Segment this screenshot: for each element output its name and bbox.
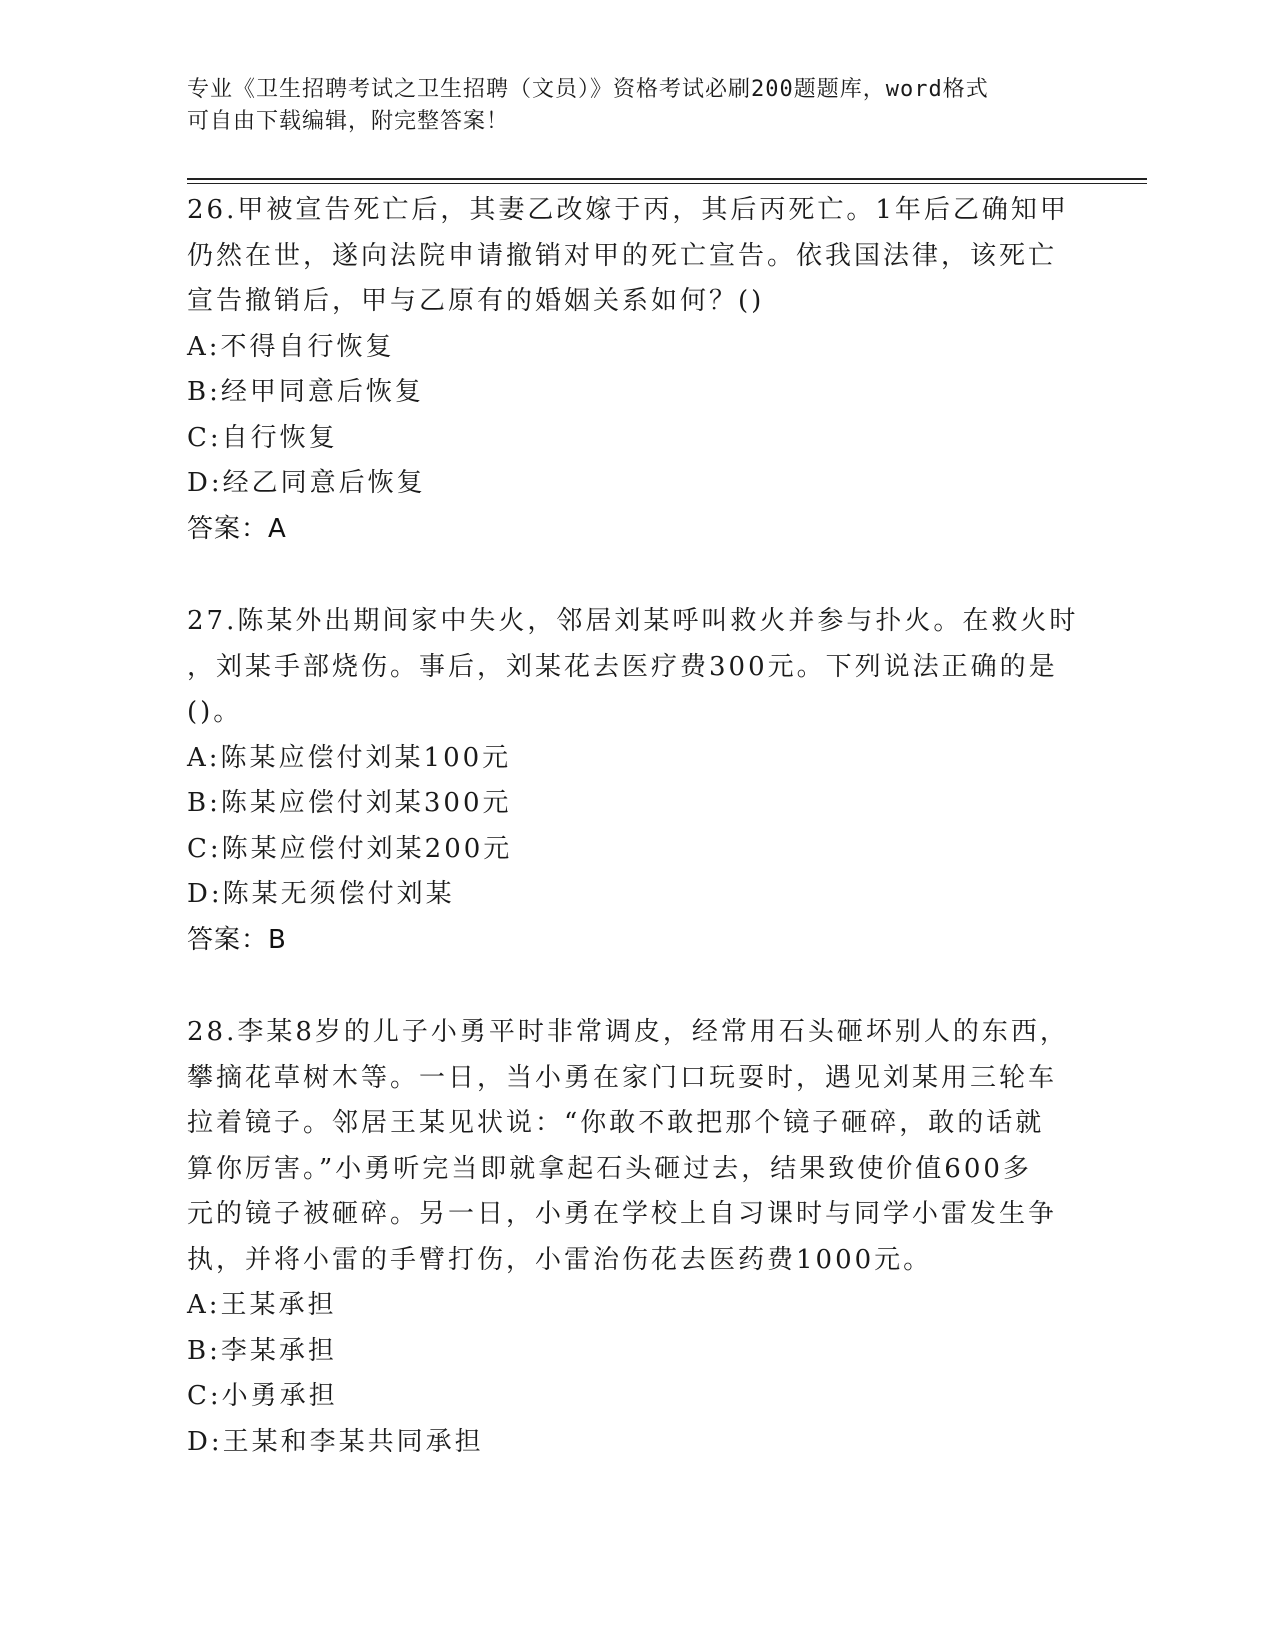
option-b: B:经甲同意后恢复 xyxy=(187,377,424,407)
option-d: D:王某和李某共同承担 xyxy=(187,1426,484,1457)
question-stem-line: 仍然在世，遂向法院申请撤销对甲的死亡宣告。依我国法律，该死亡 xyxy=(187,240,1058,271)
header-line-2: 可自由下载编辑，附完整答案！ xyxy=(187,109,510,134)
option-b: B:陈某应偿付刘某300元 xyxy=(187,788,512,818)
question-stem-line: 宣告撤销后，甲与乙原有的婚姻关系如何？() xyxy=(187,286,765,316)
option-c: C:小勇承担 xyxy=(187,1381,338,1411)
question-stem-line: ，刘某手部烧伤。事后，刘某花去医疗费300元。下列说法正确的是 xyxy=(187,651,1058,682)
question-stem-line: 26.甲被宣告死亡后，其妻乙改嫁于丙，其后丙死亡。1年后乙确知甲 xyxy=(187,195,1069,225)
question-list xyxy=(187,188,1087,1465)
question-27 xyxy=(187,599,1087,963)
option-a: A:王某承担 xyxy=(187,1290,337,1320)
question-stem-line: 攀摘花草树木等。一日，当小勇在家门口玩耍时，遇见刘某用三轮车 xyxy=(187,1062,1058,1093)
header-divider-thin xyxy=(187,183,1147,184)
question-stem-line: 27.陈某外出期间家中失火，邻居刘某呼叫救火并参与扑火。在救火时 xyxy=(187,606,1079,636)
question-28 xyxy=(187,1010,1087,1465)
option-d: D:陈某无须偿付刘某 xyxy=(187,879,455,909)
header-divider-thick xyxy=(187,178,1147,180)
answer-label: 答案：B xyxy=(187,924,287,955)
question-stem-line: 执，并将小雷的手臂打伤，小雷治伤花去医药费1000元。 xyxy=(187,1244,933,1275)
option-d: D:经乙同意后恢复 xyxy=(187,468,426,498)
option-a: A:不得自行恢复 xyxy=(187,331,395,362)
question-spacer xyxy=(187,552,1087,599)
option-c: C:自行恢复 xyxy=(187,422,338,453)
question-stem-line: 28.李某8岁的儿子小勇平时非常调皮，经常用石头砸坏别人的东西， xyxy=(187,1017,1069,1047)
question-stem-line: 拉着镜子。邻居王某见状说：“你敢不敢把那个镜子砸碎，敢的话就 xyxy=(187,1108,1045,1138)
question-stem-line: ()。 xyxy=(187,697,243,727)
question-stem-line: 元的镜子被砸碎。另一日，小勇在学校上自习课时与同学小雷发生争 xyxy=(187,1199,1058,1229)
question-stem-line: 算你厉害。”小勇听完当即就拿起石头砸过去，结果致使价值600多 xyxy=(187,1153,1032,1184)
option-b: B:李某承担 xyxy=(187,1335,337,1366)
header-line-1: 专业《卫生招聘考试之卫生招聘（文员）》资格考试必刷200题题库，word格式 xyxy=(187,77,989,102)
answer-label: 答案：A xyxy=(187,513,287,544)
question-26 xyxy=(187,188,1087,552)
document-header xyxy=(187,74,1087,138)
option-a: A:陈某应偿付刘某100元 xyxy=(187,742,512,773)
question-spacer xyxy=(187,963,1087,1010)
option-c: C:陈某应偿付刘某200元 xyxy=(187,833,513,864)
